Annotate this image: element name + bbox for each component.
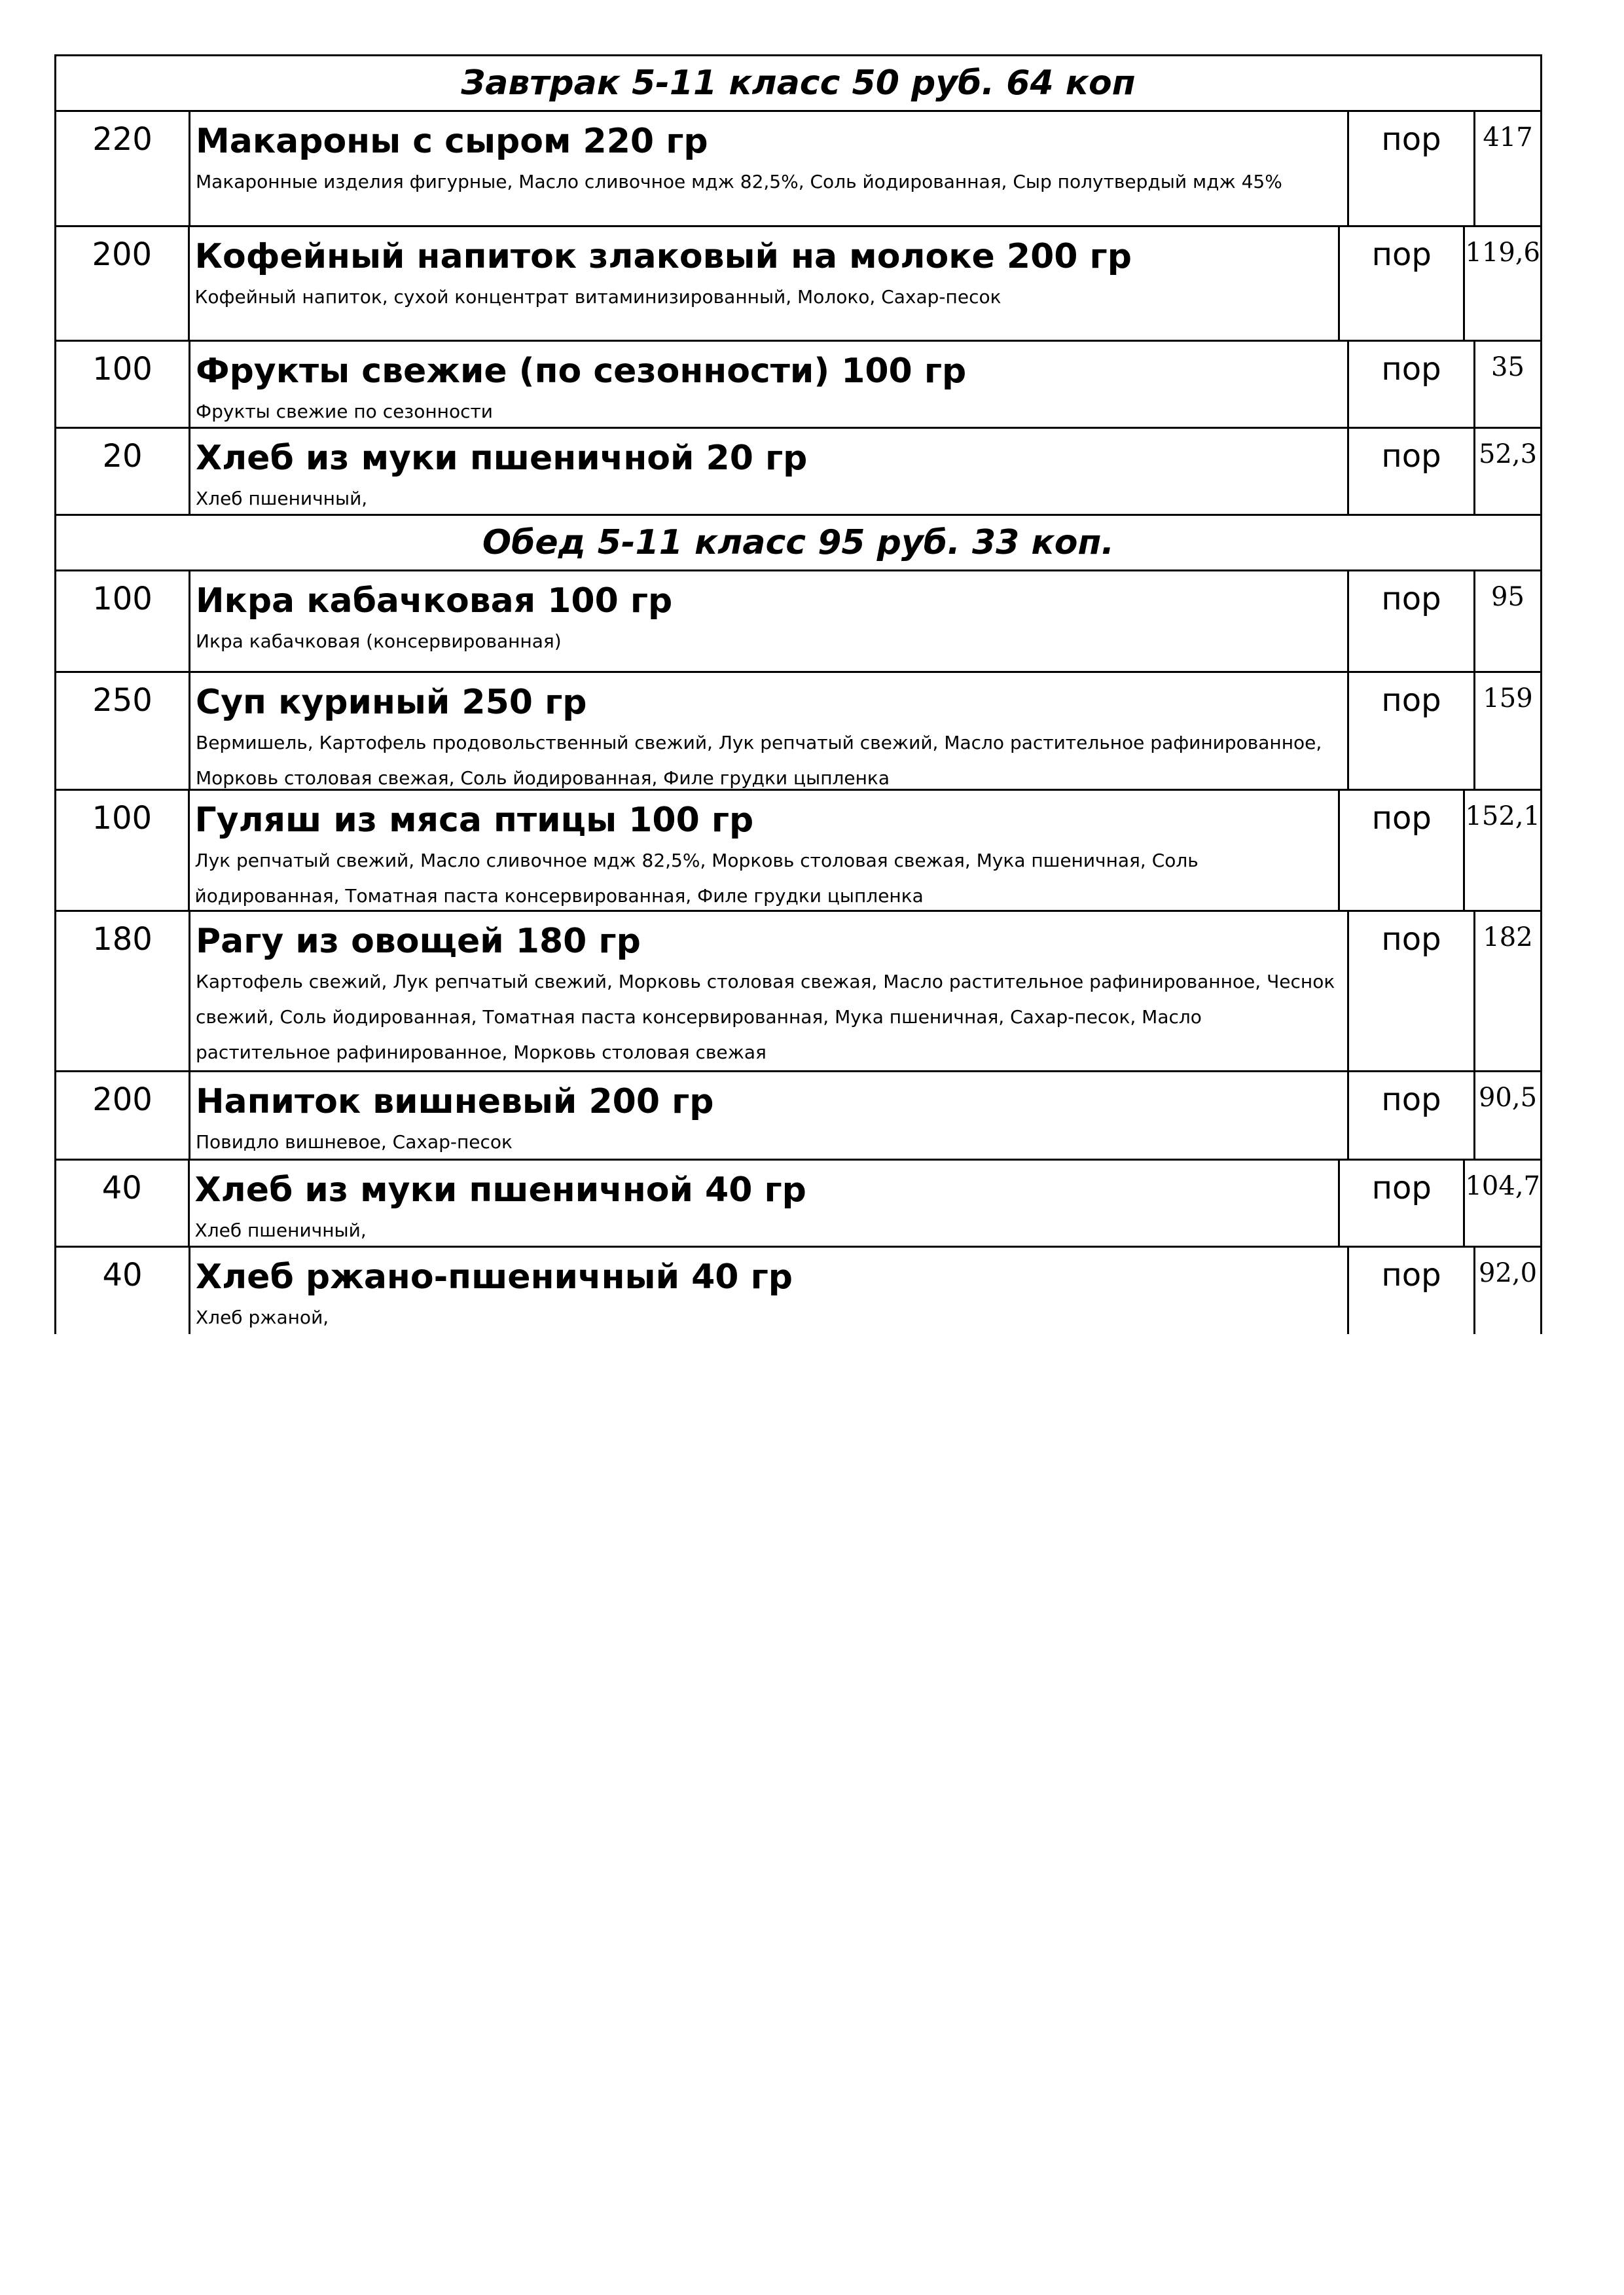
weight-cell: 100: [56, 791, 190, 910]
dish-name: Хлеб ржано-пшеничный 40 гр: [196, 1257, 793, 1297]
table-row: [54, 673, 1542, 791]
kcal-cell: 35: [1491, 352, 1525, 382]
section-title-breakfast: Завтрак 5-11 класс 50 руб. 64 коп: [54, 54, 1542, 112]
dish-ingredients: Икра кабачковая (консервированная): [196, 630, 562, 652]
table-row: [54, 791, 1542, 912]
weight-cell: 100: [56, 342, 190, 427]
dish-ingredients: Хлеб ржаной,: [196, 1307, 329, 1328]
unit-cell: пор: [1340, 1161, 1466, 1246]
dish-ingredients: Хлеб пшеничный,: [194, 1220, 367, 1241]
dish-name: Напиток вишневый 200 гр: [196, 1082, 714, 1121]
kcal-cell: 90,5: [1478, 1083, 1538, 1113]
weight-cell: 20: [56, 429, 190, 514]
dish-cell: [190, 112, 1349, 225]
unit-cell: пор: [1349, 112, 1475, 225]
unit-cell: пор: [1349, 1072, 1475, 1159]
kcal-cell: 52,3: [1478, 439, 1538, 469]
dish-name: Макароны с сыром 220 гр: [196, 122, 708, 161]
kcal-cell: 95: [1491, 582, 1525, 612]
dish-cell: [190, 912, 1349, 1070]
unit-cell: пор: [1349, 1248, 1475, 1334]
weight-cell: 100: [56, 571, 190, 671]
dish-name: Хлеб из муки пшеничной 40 гр: [194, 1170, 806, 1210]
weight-cell: 220: [56, 112, 190, 225]
kcal-cell: 417: [1483, 122, 1533, 153]
dish-cell: [190, 571, 1349, 671]
table-row: [54, 912, 1542, 1072]
dish-ingredients: Фрукты свежие по сезонности: [196, 401, 493, 422]
dish-name: Фрукты свежие (по сезонности) 100 гр: [196, 352, 967, 391]
kcal-cell: 159: [1483, 683, 1533, 714]
unit-cell: пор: [1340, 227, 1466, 340]
kcal-cell: 119,6: [1465, 238, 1540, 268]
unit-cell: пор: [1340, 791, 1466, 910]
dish-cell: [190, 342, 1349, 427]
kcal-cell: 104,7: [1465, 1171, 1540, 1201]
dish-name: Хлеб из муки пшеничной 20 гр: [196, 439, 808, 478]
dish-ingredients: Хлеб пшеничный,: [196, 488, 368, 509]
dish-name: Кофейный напиток злаковый на молоке 200 гр: [194, 237, 1132, 276]
dish-ingredients: Макаронные изделия фигурные, Масло сливочное мдж 82,5%, Соль йодированная, Сыр полутвердый мдж 45%: [196, 171, 1282, 192]
dish-ingredients: Лук репчатый свежий, Масло сливочное мдж 82,5%, Морковь столовая свежая, Мука пшеничная, Соль йодированная, Томатная паста консервированная, Филе грудки цыпленка: [194, 850, 1199, 907]
menu-table: [54, 54, 1542, 1334]
weight-cell: 40: [56, 1161, 190, 1246]
kcal-cell: 152,1: [1465, 801, 1540, 831]
table-row: [54, 429, 1542, 516]
weight-cell: 250: [56, 673, 190, 789]
unit-cell: пор: [1349, 912, 1475, 1070]
unit-cell: пор: [1349, 571, 1475, 671]
table-row: [54, 1161, 1542, 1248]
kcal-cell: 182: [1483, 922, 1533, 952]
dish-ingredients: Вермишель, Картофель продовольственный свежий, Лук репчатый свежий, Масло растительное рафинированное, Морковь столовая свежая, Соль йодированная, Филе грудки цыпленка: [196, 732, 1322, 789]
table-row: [54, 342, 1542, 429]
dish-name: Икра кабачковая 100 гр: [196, 581, 673, 621]
dish-cell: [190, 673, 1349, 789]
weight-cell: 200: [56, 227, 190, 340]
dish-name: Рагу из овощей 180 гр: [196, 922, 641, 961]
unit-cell: пор: [1349, 673, 1475, 789]
unit-cell: пор: [1349, 429, 1475, 514]
unit-cell: пор: [1349, 342, 1475, 427]
table-row: [54, 571, 1542, 673]
weight-cell: 200: [56, 1072, 190, 1159]
dish-cell: [190, 227, 1340, 340]
dish-ingredients: Повидло вишневое, Сахар-песок: [196, 1131, 513, 1153]
table-row: [54, 112, 1542, 227]
dish-cell: [190, 791, 1340, 910]
table-row: [54, 227, 1542, 342]
weight-cell: 40: [56, 1248, 190, 1334]
dish-ingredients: Картофель свежий, Лук репчатый свежий, Морковь столовая свежая, Масло растительное рафинированное, Чеснок свежий, Соль йодированная, Томатная паста консервированная, Мука пшеничная, Сахар-песок, Масло растительное рафинированное, Морковь столовая свежая: [196, 971, 1335, 1063]
kcal-cell: 92,0: [1478, 1258, 1538, 1288]
dish-name: Гуляш из мяса птицы 100 гр: [194, 801, 754, 840]
weight-cell: 180: [56, 912, 190, 1070]
dish-name: Суп куриный 250 гр: [196, 683, 587, 722]
table-row: [54, 1072, 1542, 1161]
dish-ingredients: Кофейный напиток, сухой концентрат витаминизированный, Молоко, Сахар-песок: [194, 286, 1001, 308]
table-row: [54, 1248, 1542, 1334]
dish-cell: [190, 1072, 1349, 1159]
dish-cell: [190, 429, 1349, 514]
dish-cell: [190, 1161, 1340, 1246]
section-title-lunch: Обед 5-11 класс 95 руб. 33 коп.: [54, 516, 1542, 571]
dish-cell: [190, 1248, 1349, 1334]
